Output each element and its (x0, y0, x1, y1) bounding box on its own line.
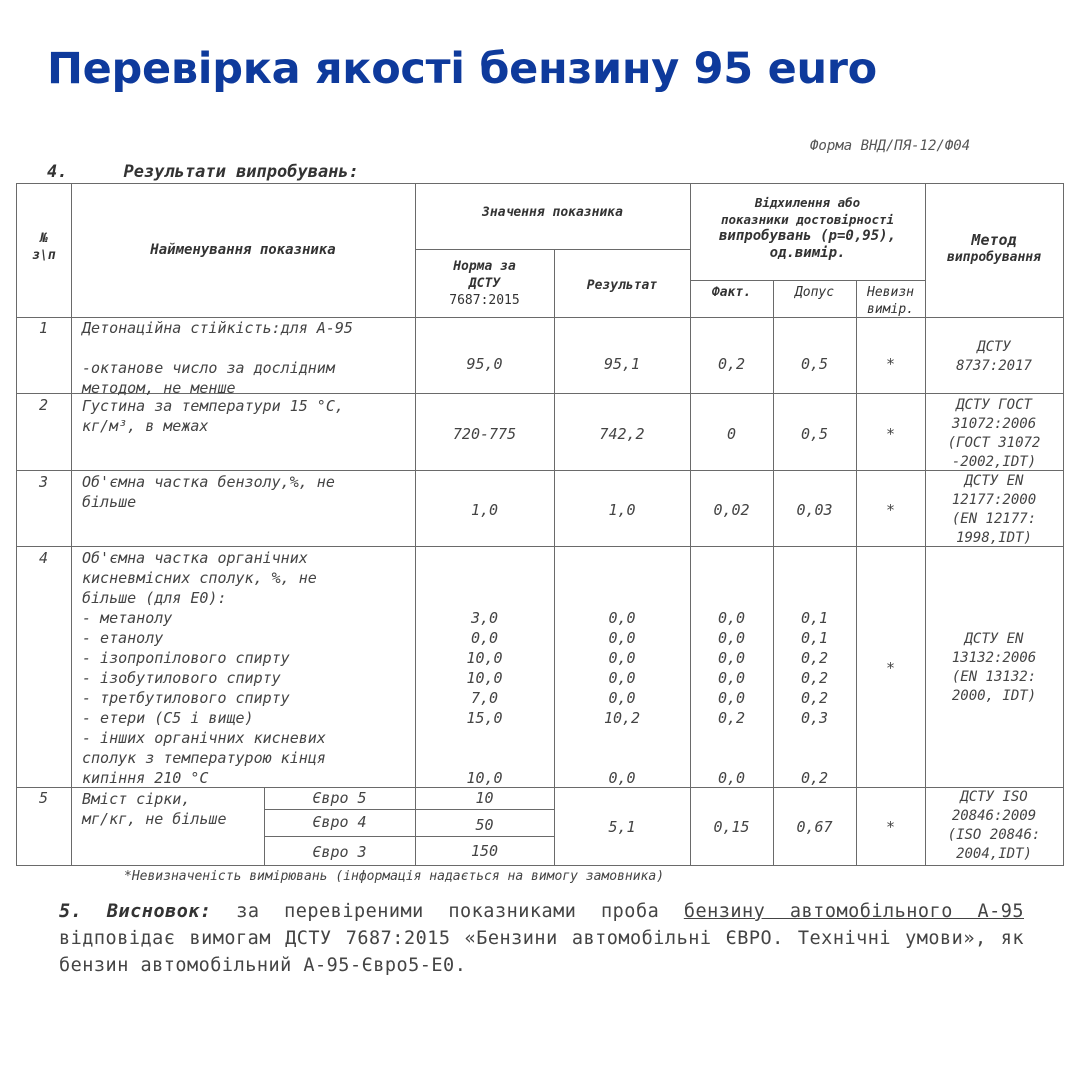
norm-value: 150 (470, 842, 499, 860)
sulfur-class-label: Євро 5 (312, 789, 367, 807)
name-line: кисневмісних сполук, %, не (82, 569, 317, 587)
row-number: 1 (38, 319, 49, 337)
method-line: 12177:2000 (951, 492, 1037, 508)
norm-value: 720-775 (452, 425, 517, 443)
tolerance-value (773, 728, 856, 748)
header-text: ДСТУ (468, 276, 501, 291)
tolerance-value: 0,5 (800, 355, 829, 373)
norm-value: 15,0 (466, 709, 503, 727)
uncertainty-value: * (885, 355, 896, 373)
norm-value: 10,0 (466, 669, 503, 687)
grid-line (71, 183, 72, 865)
row-name (82, 318, 353, 398)
fact-value (690, 728, 773, 748)
name-line: - етанолу (82, 629, 164, 647)
tolerance-value: 0,2 (800, 669, 829, 687)
method-line: 8737:2017 (956, 358, 1032, 374)
norm-value: 0,0 (470, 629, 499, 647)
grid-line (16, 183, 17, 865)
method-line: ДСТУ EN (964, 473, 1024, 489)
header-text: Норма за (453, 259, 516, 274)
name-line: Детонаційна стійкість:для А-95 (82, 319, 353, 337)
header-deviation (690, 194, 925, 262)
grid-line (415, 249, 690, 250)
header-tolerance: Допус (794, 285, 835, 300)
uncertainty-value: * (885, 425, 896, 443)
result-value (554, 748, 690, 768)
result-values (554, 608, 690, 788)
name-line: мг/кг, не більше (82, 810, 227, 828)
tolerance-value: 0,2 (800, 649, 829, 667)
row-number: 3 (38, 473, 49, 491)
test-report-scan (14, 118, 1074, 1018)
tolerance-value: 0,3 (800, 709, 829, 727)
name-line: більше (для Е0): (82, 589, 227, 607)
norm-value (415, 748, 554, 768)
result-value: 0,0 (608, 629, 636, 647)
tolerance-value: 0,1 (800, 629, 829, 647)
result-value (554, 728, 690, 748)
name-line (82, 338, 353, 358)
fact-value (690, 748, 773, 768)
name-line: методом, не менше (82, 379, 236, 397)
conclusion-number: 5. (59, 901, 83, 922)
name-line: - інших органічних кисневих (82, 729, 326, 747)
name-line: - метанолу (82, 609, 173, 627)
method-line: 2004,IDT) (956, 846, 1032, 862)
norm-value: 10,0 (466, 769, 503, 787)
header-method (925, 232, 1063, 266)
header-fact: Факт. (711, 285, 752, 300)
header-result: Результат (586, 278, 658, 293)
fact-value: 0,2 (717, 355, 746, 373)
name-line: більше (82, 493, 137, 511)
section-number: 4. (47, 162, 68, 182)
name-line: - етери (С5 і вище) (82, 709, 254, 727)
method-line: (EN 12177: (951, 511, 1037, 527)
tolerance-value: 0,2 (800, 689, 829, 707)
header-text: вимір. (867, 302, 914, 317)
name-line: -октанове число за дослідним (82, 359, 335, 377)
norm-value (415, 728, 554, 748)
method-value (925, 788, 1063, 864)
norm-value: 10 (475, 789, 494, 807)
fact-value: 0 (726, 425, 737, 443)
fact-value: 0,0 (717, 689, 746, 707)
result-value: 0,0 (608, 769, 636, 787)
norm-value: 1,0 (470, 501, 499, 519)
method-line: 31072:2006 (951, 416, 1037, 432)
method-line: ДСТУ (977, 339, 1011, 355)
method-value (925, 630, 1063, 706)
method-value (925, 472, 1063, 548)
method-line: 13132:2006 (951, 650, 1037, 666)
method-line: ДСТУ ISO (960, 789, 1028, 805)
method-line: (EN 13132: (951, 669, 1037, 685)
result-value: 0,0 (608, 689, 636, 707)
header-text: випробувань (р=0,95), (718, 228, 896, 244)
header-name: Найменування показника (150, 242, 336, 258)
result-value: 0,0 (608, 669, 636, 687)
method-line: ДСТУ ГОСТ (956, 397, 1032, 413)
uncertainty-value: * (885, 501, 896, 519)
name-line: Об'ємна частка бензолу,%, не (82, 473, 335, 491)
header-uncertainty (856, 284, 925, 318)
header-text: з\п (32, 248, 56, 263)
sulfur-class-label: Євро 3 (312, 843, 367, 861)
result-value: 0,0 (608, 649, 636, 667)
name-line: - ізобутилового спирту (82, 669, 281, 687)
fact-value: 0,0 (717, 609, 746, 627)
fact-value: 0,0 (717, 649, 746, 667)
header-text: Невизн (867, 285, 914, 300)
section-title: Результати випробувань: (123, 162, 359, 182)
grid-line (690, 280, 925, 281)
method-line: 2000, IDT) (951, 688, 1037, 704)
header-text: од.вимір. (769, 245, 846, 261)
conclusion-label: Висновок: (106, 901, 212, 922)
tolerance-value (773, 748, 856, 768)
row-number: 2 (38, 396, 49, 414)
row-number: 4 (38, 549, 49, 567)
result-value: 10,2 (603, 709, 641, 727)
norm-value: 10,0 (466, 649, 503, 667)
uncertainty-value: * (885, 659, 896, 677)
name-line: Вміст сірки, (82, 790, 191, 808)
fact-value: 0,2 (717, 709, 746, 727)
grid-line (264, 809, 554, 810)
header-norm (415, 258, 554, 309)
header-text: випробування (947, 250, 1041, 265)
norm-value: 50 (475, 816, 494, 834)
name-line: кипіння 210 °С (82, 769, 209, 787)
header-row-number (24, 230, 64, 264)
row-name (82, 396, 344, 436)
result-value: 1,0 (608, 501, 636, 519)
tolerance-value: 0,67 (796, 818, 833, 836)
row-name (82, 548, 326, 788)
header-text: Відхилення або (754, 195, 861, 210)
section-heading (47, 162, 359, 182)
header-text: 7687:2015 (449, 293, 520, 308)
fact-values (690, 608, 773, 788)
header-text: № (40, 231, 48, 246)
footnote: *Невизначеність вимірювань (інформація надається на вимогу замовника) (124, 869, 665, 884)
conclusion-text-end: відповідає вимогам ДСТУ 7687:2015 «Бензини автомобільні ЄВРО. Технічні умови», як бензин автомобільний А-95-Євро5-Е0. (59, 928, 1024, 976)
row-name (82, 472, 335, 512)
result-value: 5,1 (608, 818, 636, 836)
header-text: показники достовірності (720, 212, 895, 227)
tolerance-value: 0,5 (800, 425, 829, 443)
method-value (925, 338, 1063, 376)
name-line: - ізопропілового спирту (82, 649, 290, 667)
sulfur-class-label: Євро 4 (312, 813, 367, 831)
method-line: -2002,IDT) (951, 454, 1037, 470)
norm-value: 95,0 (466, 355, 503, 373)
result-value: 95,1 (603, 355, 641, 373)
fact-value: 0,0 (717, 769, 746, 787)
result-value: 0,0 (608, 609, 636, 627)
conclusion-underlined-product: бензину автомобільного А-95 (683, 901, 1024, 922)
page-headline: Перевірка якості бензину 95 euro (47, 44, 877, 94)
fact-value: 0,0 (717, 669, 746, 687)
table-border-top (16, 183, 1064, 184)
tolerance-value: 0,2 (800, 769, 829, 787)
fact-value: 0,0 (717, 629, 746, 647)
norm-value: 7,0 (470, 689, 499, 707)
method-line: ДСТУ EN (964, 631, 1024, 647)
row-name (82, 789, 227, 829)
name-line: Густина за температури 15 °С, (82, 397, 344, 415)
method-line: 20846:2009 (951, 808, 1037, 824)
norm-value: 3,0 (470, 609, 499, 627)
fact-value: 0,15 (713, 818, 750, 836)
form-code: Форма ВНД/ПЯ-12/Ф04 (810, 138, 971, 154)
row-number: 5 (38, 789, 49, 807)
grid-line (1063, 183, 1064, 865)
tolerance-values (773, 608, 856, 788)
name-line: кг/м³, в межах (82, 417, 209, 435)
name-line: Об'ємна частка органічних (82, 549, 308, 567)
conclusion (59, 898, 1024, 979)
fact-value: 0,02 (713, 501, 750, 519)
header-text: Метод (971, 231, 1017, 249)
method-line: 1998,IDT) (956, 530, 1032, 546)
method-line: (ГОСТ 31072 (947, 435, 1041, 451)
uncertainty-value: * (885, 818, 896, 836)
result-value: 742,2 (599, 425, 645, 443)
table-border-bottom (16, 865, 1064, 866)
grid-line (16, 546, 1064, 547)
norm-values (415, 608, 554, 788)
tolerance-value: 0,03 (796, 501, 833, 519)
name-line: сполук з температурою кінця (82, 749, 326, 767)
conclusion-text-start: за перевіреними показниками проба (211, 901, 684, 922)
tolerance-value: 0,1 (800, 609, 829, 627)
grid-line (16, 470, 1064, 471)
method-value (925, 396, 1063, 472)
grid-line (264, 836, 554, 837)
header-value-group: Значення показника (482, 205, 623, 220)
method-line: (ISO 20846: (947, 827, 1041, 843)
name-line: - третбутилового спирту (82, 689, 290, 707)
